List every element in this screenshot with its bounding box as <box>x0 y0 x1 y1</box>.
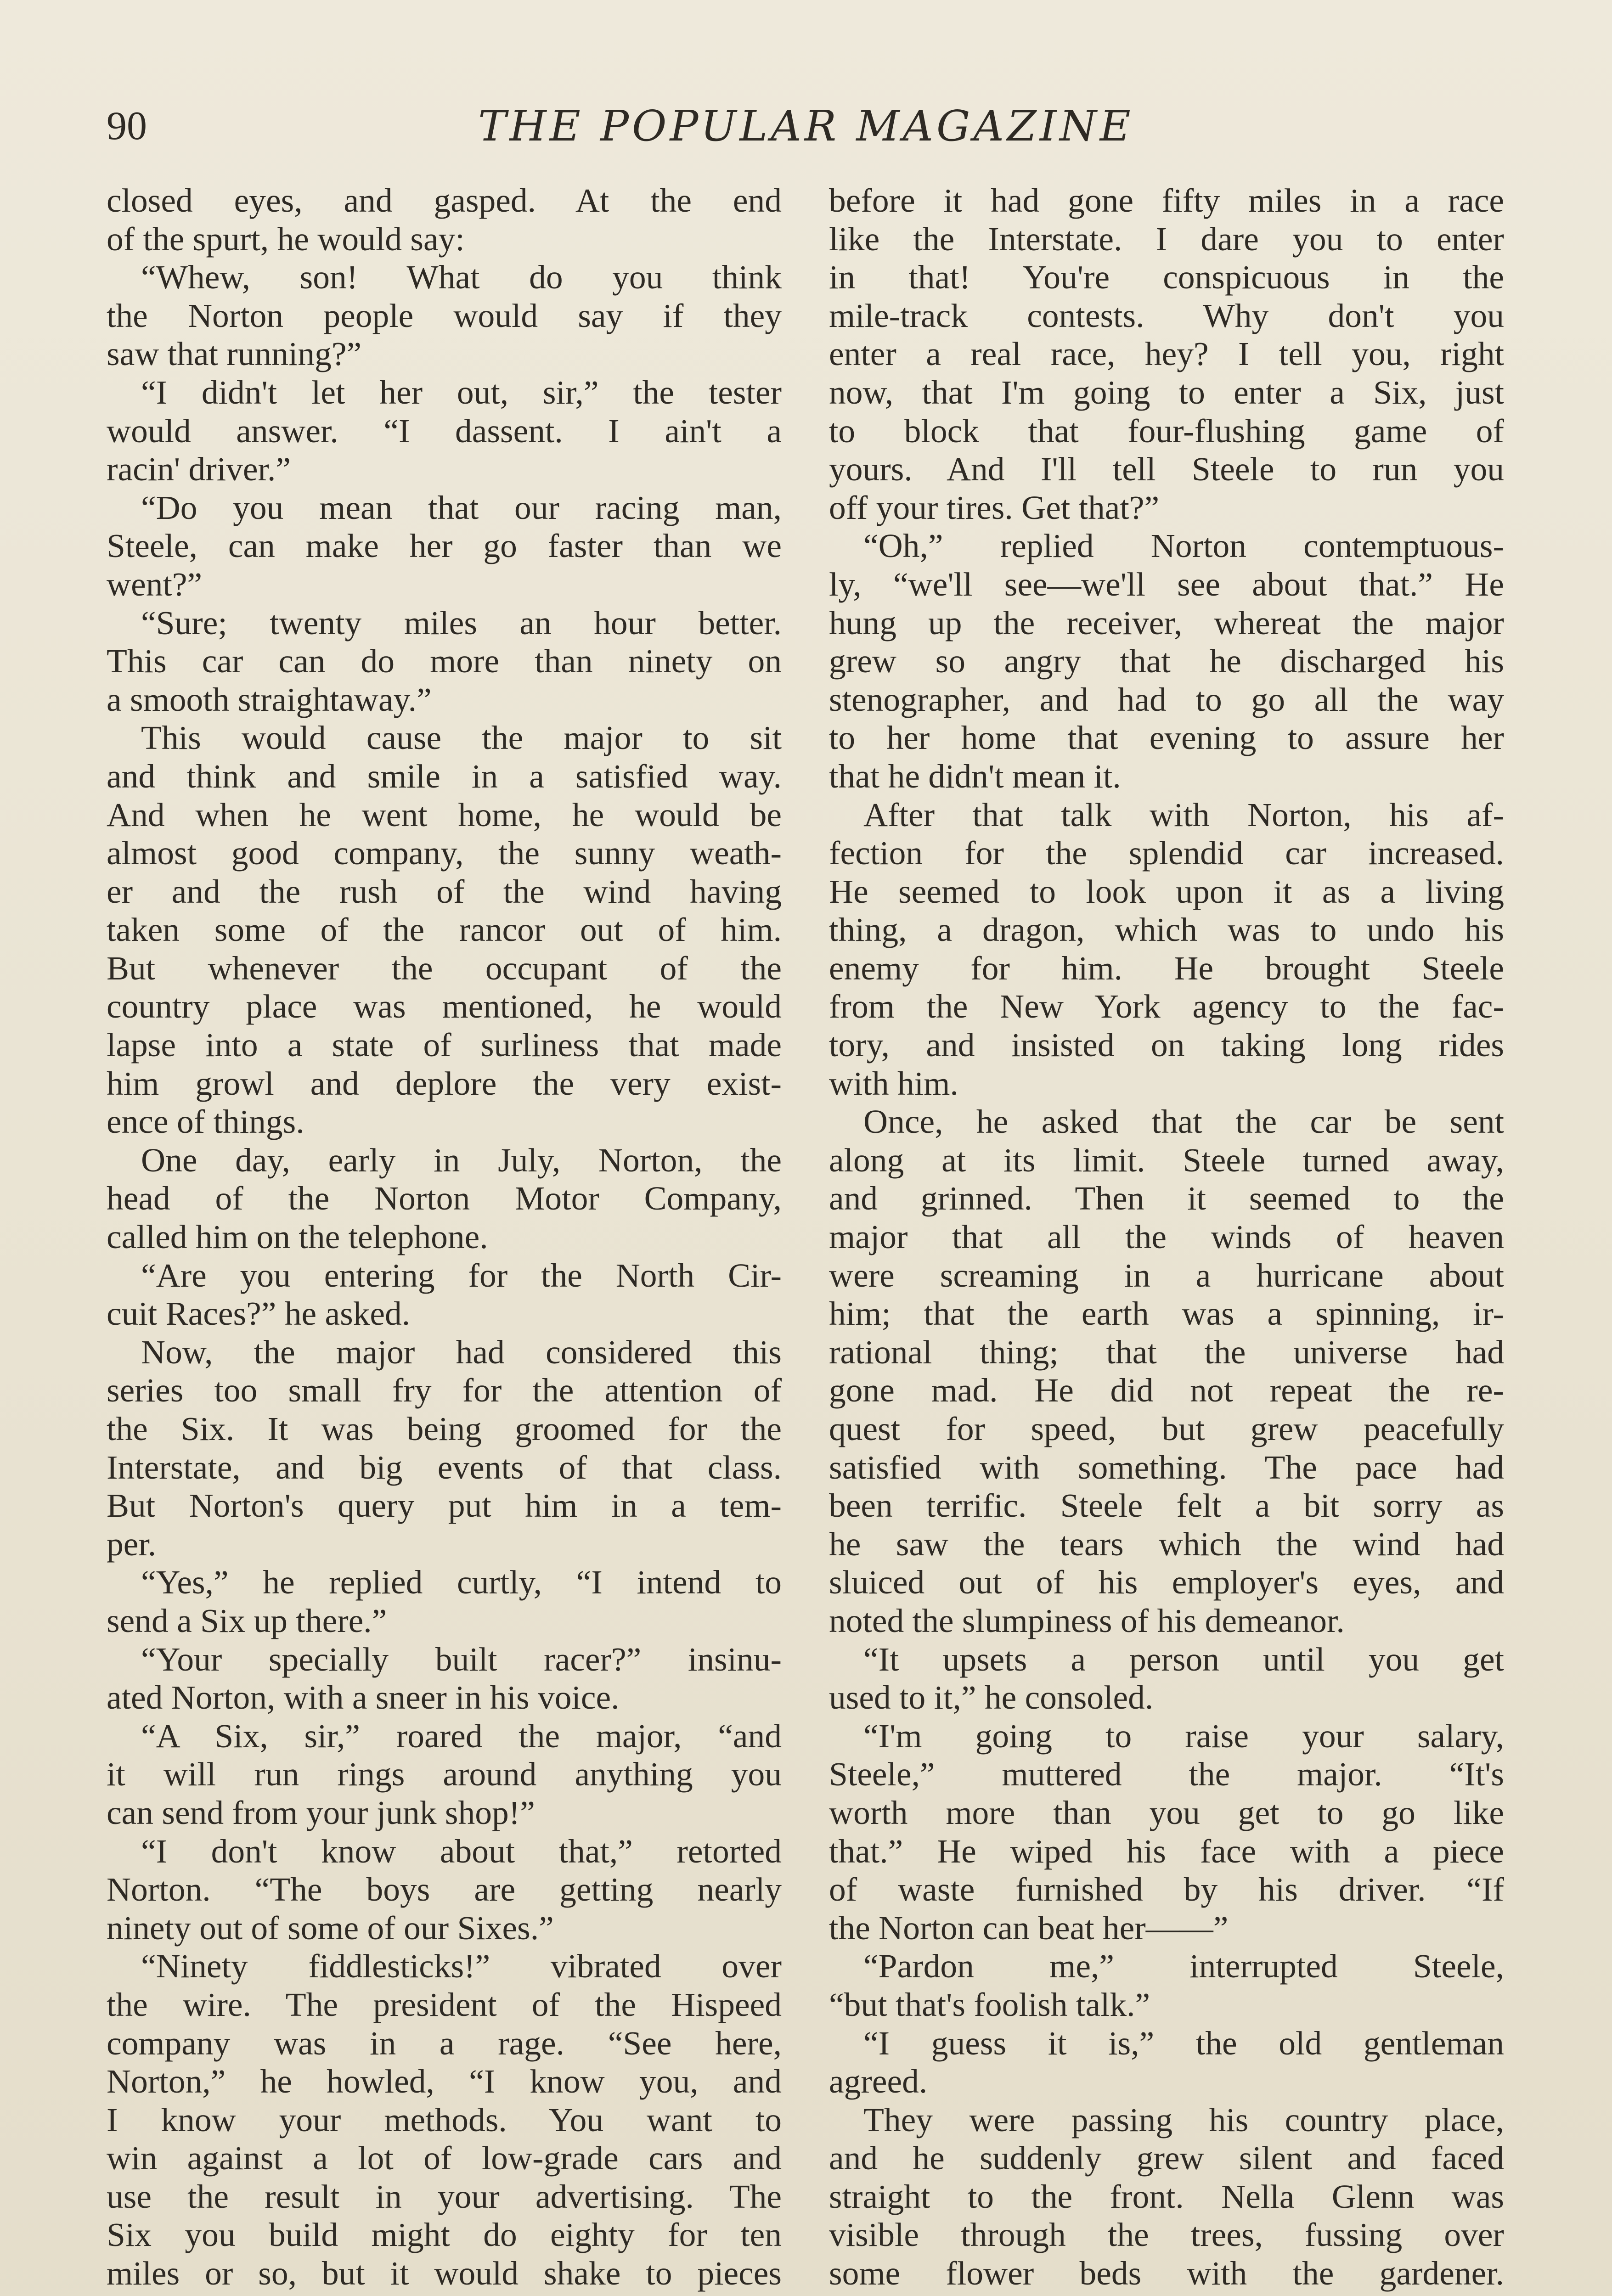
text-line: satisfied with something. The pace had <box>829 1448 1504 1486</box>
text-line: “I didn't let her out, sir,” the tester <box>141 373 782 411</box>
text-line: After that talk with Norton, his af- <box>863 796 1504 833</box>
text-line: saw that running?” <box>107 335 362 373</box>
text-line: and grinned. Then it seemed to the <box>829 1180 1504 1217</box>
text-line: “Oh,” replied Norton contemptuous- <box>863 527 1504 565</box>
text-line: straight to the front. Nella Glenn was <box>829 2178 1504 2215</box>
text-line: One day, early in July, Norton, the <box>141 1141 782 1179</box>
text-line: “Ninety fiddlesticks!” vibrated over <box>141 1947 782 1985</box>
text-line: almost good company, the sunny weath- <box>107 834 782 872</box>
text-line: “but that's foolish talk.” <box>829 1986 1150 2023</box>
text-line: win against a lot of low-grade cars and <box>107 2139 782 2177</box>
text-line: off your tires. Get that?” <box>829 489 1160 526</box>
text-line: stenographer, and had to go all the way <box>829 681 1504 718</box>
text-line: some flower beds with the gardener. <box>829 2255 1504 2292</box>
text-line: This car can do more than ninety on <box>107 642 782 680</box>
text-line: enemy for him. He brought Steele <box>829 949 1504 987</box>
text-line: sluiced out of his employer's eyes, and <box>829 1564 1504 1601</box>
text-line: that.” He wiped his face with a piece <box>829 1832 1504 1870</box>
text-line: that he didn't mean it. <box>829 757 1121 795</box>
text-line: now, that I'm going to enter a Six, just <box>829 373 1504 411</box>
text-line: tory, and insisted on taking long rides <box>829 1026 1504 1064</box>
text-line: country place was mentioned, he would <box>107 988 782 1025</box>
text-line: company was in a rage. “See here, <box>107 2024 782 2062</box>
text-line: the wire. The president of the Hispeed <box>107 1986 782 2023</box>
text-line: And when he went home, he would be <box>107 796 782 833</box>
text-line: the Norton people would say if they <box>107 297 782 334</box>
text-line: lapse into a state of surliness that made <box>107 1026 782 1064</box>
text-line: in that! You're conspicuous in the <box>829 259 1504 296</box>
text-line: ated Norton, with a sneer in his voice. <box>107 1679 620 1716</box>
text-line: were screaming in a hurricane about <box>829 1256 1504 1294</box>
text-line: “Whew, son! What do you think <box>141 259 782 296</box>
text-line: gone mad. He did not repeat the re- <box>829 1372 1504 1409</box>
text-line: “Pardon me,” interrupted Steele, <box>863 1947 1504 1985</box>
text-line: visible through the trees, fussing over <box>829 2216 1504 2254</box>
text-line: would answer. “I dassent. I ain't a <box>107 412 782 450</box>
text-line: miles or so, but it would shake to pieces <box>107 2255 782 2292</box>
page-number: 90 <box>107 104 147 148</box>
text-line: used to it,” he consoled. <box>829 1679 1154 1716</box>
text-line: “Your specially built racer?” insinu- <box>141 1640 782 1678</box>
text-line: “I guess it is,” the old gentleman <box>863 2024 1504 2062</box>
text-line: “Do you mean that our racing man, <box>141 489 782 526</box>
text-line: This would cause the major to sit <box>141 719 782 757</box>
text-line: from the New York agency to the fac- <box>829 988 1504 1025</box>
text-line: “Sure; twenty miles an hour better. <box>141 604 782 642</box>
text-line: mile-track contests. Why don't you <box>829 297 1504 334</box>
text-line: of waste furnished by his driver. “If <box>829 1871 1504 1908</box>
text-line: ence of things. <box>107 1103 304 1141</box>
text-line: racin' driver.” <box>107 450 291 488</box>
text-line: quest for speed, but grew peacefully <box>829 1410 1504 1447</box>
text-line: Steele, can make her go faster than we <box>107 527 782 565</box>
text-line: cuit Races?” he asked. <box>107 1295 411 1333</box>
text-line: been terrific. Steele felt a bit sorry as <box>829 1487 1504 1525</box>
text-line: him growl and deplore the very exist- <box>107 1064 782 1102</box>
text-line: like the Interstate. I dare you to enter <box>829 220 1504 258</box>
text-line: thing, a dragon, which was to undo his <box>829 911 1504 949</box>
text-line: He seemed to look upon it as a living <box>829 872 1504 910</box>
text-line: before it had gone fifty miles in a race <box>829 182 1504 219</box>
text-line: he saw the tears which the wind had <box>829 1525 1504 1563</box>
text-line: Norton,” he howled, “I know you, and <box>107 2063 782 2100</box>
text-column-right <box>829 181 1504 2293</box>
text-line: taken some of the rancor out of him. <box>107 911 782 949</box>
text-line: hung up the receiver, whereat the major <box>829 604 1504 642</box>
text-line: along at its limit. Steele turned away, <box>829 1141 1504 1179</box>
text-line: “I'm going to raise your salary, <box>863 1717 1504 1755</box>
text-line: “Are you entering for the North Cir- <box>141 1256 782 1294</box>
text-line: Once, he asked that the car be sent <box>863 1103 1504 1141</box>
text-line: Norton. “The boys are getting nearly <box>107 1871 782 1908</box>
text-line: Six you build might do eighty for ten <box>107 2216 782 2254</box>
text-line: ly, “we'll see—we'll see about that.” He <box>829 565 1504 603</box>
text-line: agreed. <box>829 2063 928 2100</box>
text-line: the Six. It was being groomed for the <box>107 1410 782 1447</box>
text-line: But whenever the occupant of the <box>107 949 782 987</box>
text-line: “Yes,” he replied curtly, “I intend to <box>141 1564 782 1601</box>
text-line: per. <box>107 1525 157 1563</box>
text-line: But Norton's query put him in a tem- <box>107 1487 782 1525</box>
text-line: major that all the winds of heaven <box>829 1218 1504 1256</box>
text-line: noted the slumpiness of his demeanor. <box>829 1602 1345 1639</box>
text-line: They were passing his country place, <box>863 2101 1504 2138</box>
text-line: yours. And I'll tell Steele to run you <box>829 450 1504 488</box>
text-line: and he suddenly grew silent and faced <box>829 2139 1504 2177</box>
text-line: a smooth straightaway.” <box>107 681 432 718</box>
text-line: “It upsets a person until you get <box>863 1640 1504 1678</box>
text-line: him; that the earth was a spinning, ir- <box>829 1295 1504 1333</box>
text-line: “A Six, sir,” roared the major, “and <box>141 1717 782 1755</box>
page-header <box>107 94 1505 158</box>
text-line: Interstate, and big events of that class. <box>107 1448 782 1486</box>
text-line: ninety out of some of our Sixes.” <box>107 1909 554 1947</box>
text-line: went?” <box>107 565 203 603</box>
text-line: closed eyes, and gasped. At the end <box>107 182 782 219</box>
text-line: “I don't know about that,” retorted <box>141 1832 782 1870</box>
text-line: it will run rings around anything you <box>107 1756 782 1793</box>
text-line: to her home that evening to assure her <box>829 719 1504 757</box>
text-line: and think and smile in a satisfied way. <box>107 757 782 795</box>
text-line: Now, the major had considered this <box>141 1333 782 1371</box>
text-line: can send from your junk shop!” <box>107 1794 535 1831</box>
text-line: head of the Norton Motor Company, <box>107 1180 782 1217</box>
text-line: the Norton can beat her——” <box>829 1909 1229 1947</box>
text-line: I know your methods. You want to <box>107 2101 782 2138</box>
text-line: with him. <box>829 1064 958 1102</box>
text-line: fection for the splendid car increased. <box>829 834 1504 872</box>
text-line: rational thing; that the universe had <box>829 1333 1504 1371</box>
text-line: Steele,” muttered the major. “It's <box>829 1756 1504 1793</box>
text-line: er and the rush of the wind having <box>107 872 782 910</box>
text-line: grew so angry that he discharged his <box>829 642 1504 680</box>
text-line: called him on the telephone. <box>107 1218 488 1256</box>
text-line: enter a real race, hey? I tell you, right <box>829 335 1504 373</box>
running-title: THE POPULAR MAGAZINE <box>478 101 1134 151</box>
text-line: to block that four-flushing game of <box>829 412 1504 450</box>
text-line: series too small fry for the attention of <box>107 1372 782 1409</box>
text-line: of the spurt, he would say: <box>107 220 465 258</box>
text-line: send a Six up there.” <box>107 1602 387 1639</box>
text-line: use the result in your advertising. The <box>107 2178 782 2215</box>
text-column-left <box>107 181 782 2293</box>
text-line: worth more than you get to go like <box>829 1794 1504 1831</box>
